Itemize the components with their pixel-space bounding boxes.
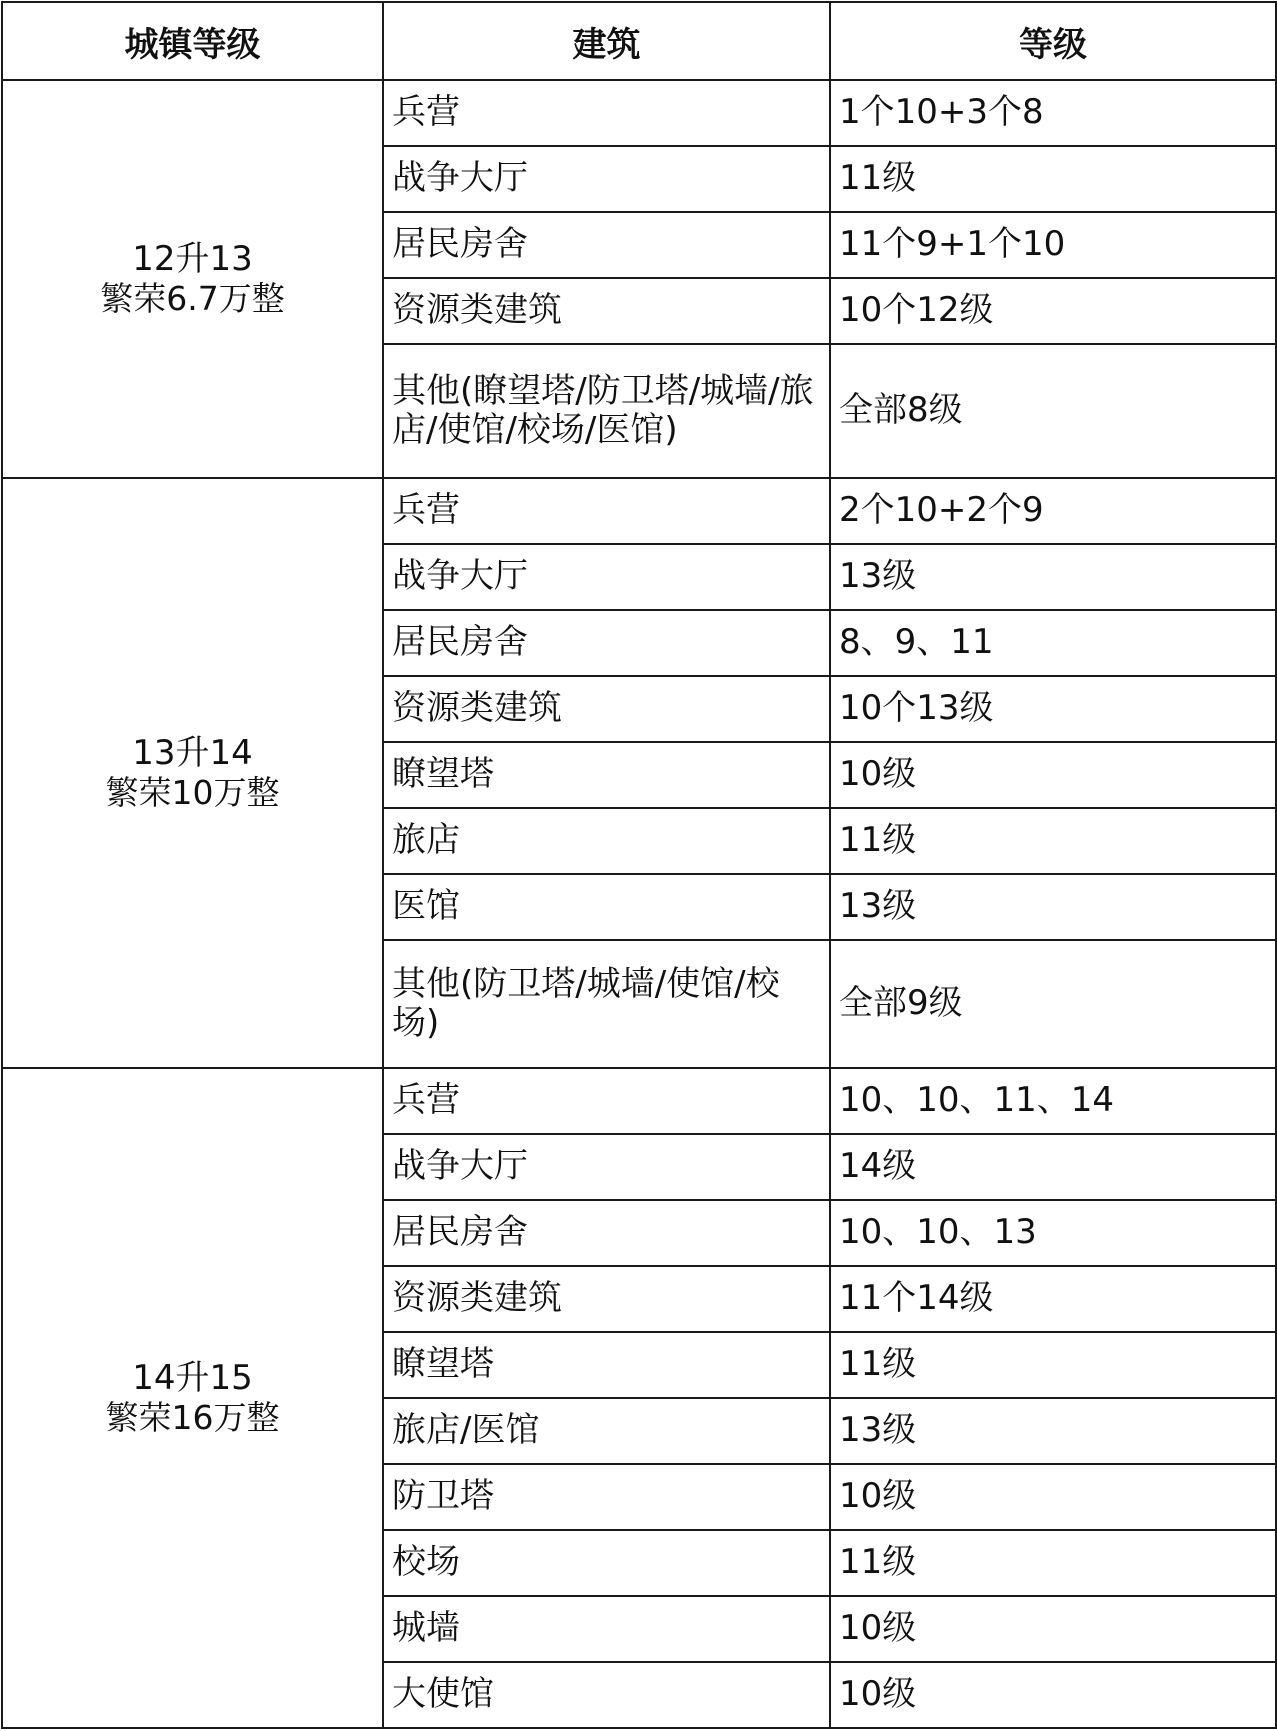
town-level-cell bbox=[2, 80, 383, 478]
building-cell: 其他(防卫塔/城墙/使馆/校场) bbox=[383, 940, 830, 1068]
building-cell: 其他(瞭望塔/防卫塔/城墙/旅店/使馆/校场/医馆) bbox=[383, 344, 830, 478]
building-cell: 医馆 bbox=[383, 874, 830, 940]
building-cell: 兵营 bbox=[383, 478, 830, 544]
grade-cell: 10级 bbox=[830, 742, 1276, 808]
grade-cell: 10级 bbox=[830, 1662, 1276, 1728]
upgrade-requirements-table bbox=[1, 1, 1277, 1729]
table-row bbox=[2, 1068, 1276, 1134]
building-cell: 战争大厅 bbox=[383, 146, 830, 212]
building-cell: 防卫塔 bbox=[383, 1464, 830, 1530]
building-cell: 兵营 bbox=[383, 1068, 830, 1134]
building-cell: 校场 bbox=[383, 1530, 830, 1596]
grade-cell: 全部9级 bbox=[830, 940, 1276, 1068]
grade-cell: 11级 bbox=[830, 1332, 1276, 1398]
building-cell: 旅店 bbox=[383, 808, 830, 874]
table-row bbox=[2, 478, 1276, 544]
grade-cell: 13级 bbox=[830, 1398, 1276, 1464]
building-cell: 居民房舍 bbox=[383, 1200, 830, 1266]
building-cell: 资源类建筑 bbox=[383, 1266, 830, 1332]
header-building: 建筑 bbox=[383, 2, 830, 80]
grade-cell: 11级 bbox=[830, 1530, 1276, 1596]
building-cell: 兵营 bbox=[383, 80, 830, 146]
grade-cell: 11级 bbox=[830, 146, 1276, 212]
grade-cell: 11级 bbox=[830, 808, 1276, 874]
town-level-cell bbox=[2, 478, 383, 1068]
grade-cell: 2个10+2个9 bbox=[830, 478, 1276, 544]
building-cell: 战争大厅 bbox=[383, 544, 830, 610]
grade-cell: 13级 bbox=[830, 544, 1276, 610]
grade-cell: 全部8级 bbox=[830, 344, 1276, 478]
building-cell: 居民房舍 bbox=[383, 212, 830, 278]
header-town-level: 城镇等级 bbox=[2, 2, 383, 80]
building-cell: 大使馆 bbox=[383, 1662, 830, 1728]
grade-cell: 10级 bbox=[830, 1464, 1276, 1530]
grade-cell: 10、10、13 bbox=[830, 1200, 1276, 1266]
prosperity-label: 繁荣6.7万整 bbox=[100, 278, 285, 318]
prosperity-label: 繁荣16万整 bbox=[105, 1397, 280, 1437]
grade-cell: 10级 bbox=[830, 1596, 1276, 1662]
building-cell: 战争大厅 bbox=[383, 1134, 830, 1200]
grade-cell: 11个9+1个10 bbox=[830, 212, 1276, 278]
grade-cell: 10个12级 bbox=[830, 278, 1276, 344]
building-cell: 居民房舍 bbox=[383, 610, 830, 676]
grade-cell: 8、9、11 bbox=[830, 610, 1276, 676]
building-cell: 旅店/医馆 bbox=[383, 1398, 830, 1464]
grade-cell: 10、10、11、14 bbox=[830, 1068, 1276, 1134]
building-cell: 资源类建筑 bbox=[383, 278, 830, 344]
prosperity-label: 繁荣10万整 bbox=[105, 772, 280, 812]
town-level-label: 14升15 bbox=[132, 1358, 253, 1399]
table-row bbox=[2, 80, 1276, 146]
grade-cell: 1个10+3个8 bbox=[830, 80, 1276, 146]
building-cell: 城墙 bbox=[383, 1596, 830, 1662]
building-cell: 资源类建筑 bbox=[383, 676, 830, 742]
building-cell: 瞭望塔 bbox=[383, 1332, 830, 1398]
building-cell: 瞭望塔 bbox=[383, 742, 830, 808]
grade-cell: 14级 bbox=[830, 1134, 1276, 1200]
grade-cell: 10个13级 bbox=[830, 676, 1276, 742]
town-level-label: 13升14 bbox=[132, 733, 253, 774]
header-row bbox=[2, 2, 1276, 80]
town-level-cell bbox=[2, 1068, 383, 1728]
grade-cell: 13级 bbox=[830, 874, 1276, 940]
header-grade: 等级 bbox=[830, 2, 1276, 80]
grade-cell: 11个14级 bbox=[830, 1266, 1276, 1332]
town-level-label: 12升13 bbox=[132, 239, 253, 280]
